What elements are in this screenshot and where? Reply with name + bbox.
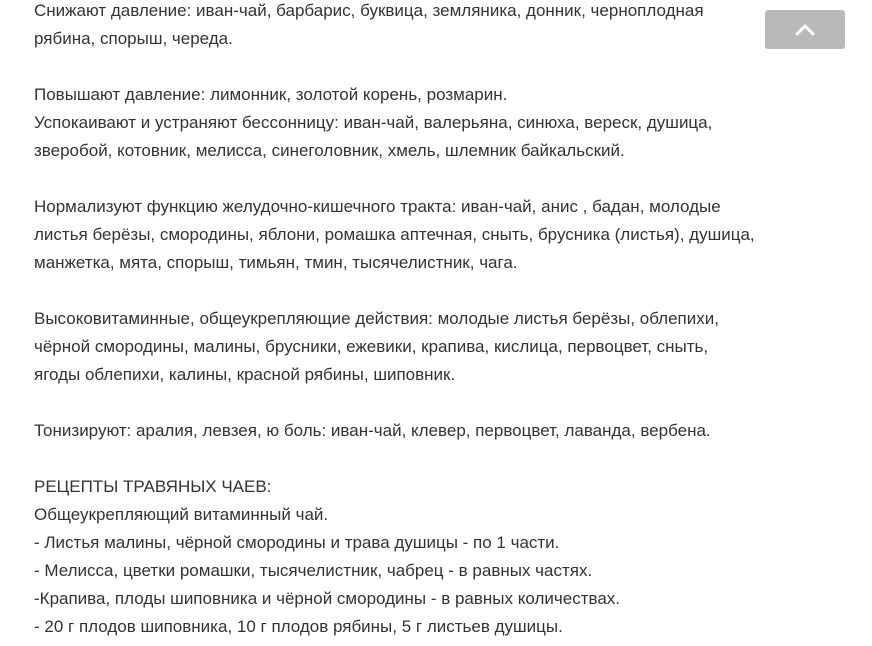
article-text <box>34 0 854 641</box>
text-line: Нормализуют функцию желудочно-кишечного тракта: иван-чай, анис , бадан, молодые <box>34 197 721 216</box>
text-line: ягоды облепихи, калины, красной рябины, шиповник. <box>34 365 456 384</box>
recipe-item: - 20 г плодов шиповника, 10 г плодов рябины, 5 г листьев душицы. <box>34 617 563 636</box>
text-line: Тонизируют: аралия, левзея, ю боль: иван-чай, клевер, первоцвет, лаванда, вербена. <box>34 421 711 440</box>
paragraph-gap <box>34 389 854 417</box>
paragraph-gap <box>34 277 854 305</box>
paragraph-gap <box>34 53 854 81</box>
text-line: Успокаивают и устраняют бессонницу: иван-чай, валерьяна, синюха, вереск, душица, <box>34 113 713 132</box>
text-line: рябина, спорыш, череда. <box>34 29 233 48</box>
text-line: манжетка, мята, спорыш, тимьян, тмин, тысячелистник, чага. <box>34 253 518 272</box>
text-line: Повышают давление: лимонник, золотой корень, розмарин. <box>34 85 508 104</box>
text-line: Высоковитаминные, общеукрепляющие действия: молодые листья берёзы, облепихи, <box>34 309 719 328</box>
section-heading: РЕЦЕПТЫ ТРАВЯНЫХ ЧАЕВ: <box>34 477 272 496</box>
text-line: зверобой, котовник, мелисса, синеголовник, хмель, шлемник байкальский. <box>34 141 625 160</box>
paragraph-gap <box>34 445 854 473</box>
text-line: чёрной смородины, малины, брусники, ежевики, крапива, кислица, первоцвет, сныть, <box>34 337 709 356</box>
paragraph-gap <box>34 165 854 193</box>
recipe-item: -Крапива, плоды шиповника и чёрной смородины - в равных количествах. <box>34 589 620 608</box>
recipe-item: - Листья малины, чёрной смородины и трава душицы - по 1 части. <box>34 533 560 552</box>
recipe-title: Общеукрепляющий витаминный чай. <box>34 505 329 524</box>
text-line: Снижают давление: иван-чай, барбарис, буквица, земляника, донник, черноплодная <box>34 1 704 20</box>
text-line: листья берёзы, смородины, яблони, ромашка аптечная, сныть, брусника (листья), душица, <box>34 225 755 244</box>
recipe-item: - Мелисса, цветки ромашки, тысячелистник, чабрец - в равных частях. <box>34 561 593 580</box>
chevron-up-icon <box>795 24 815 36</box>
scroll-to-top-button[interactable] <box>765 10 845 49</box>
